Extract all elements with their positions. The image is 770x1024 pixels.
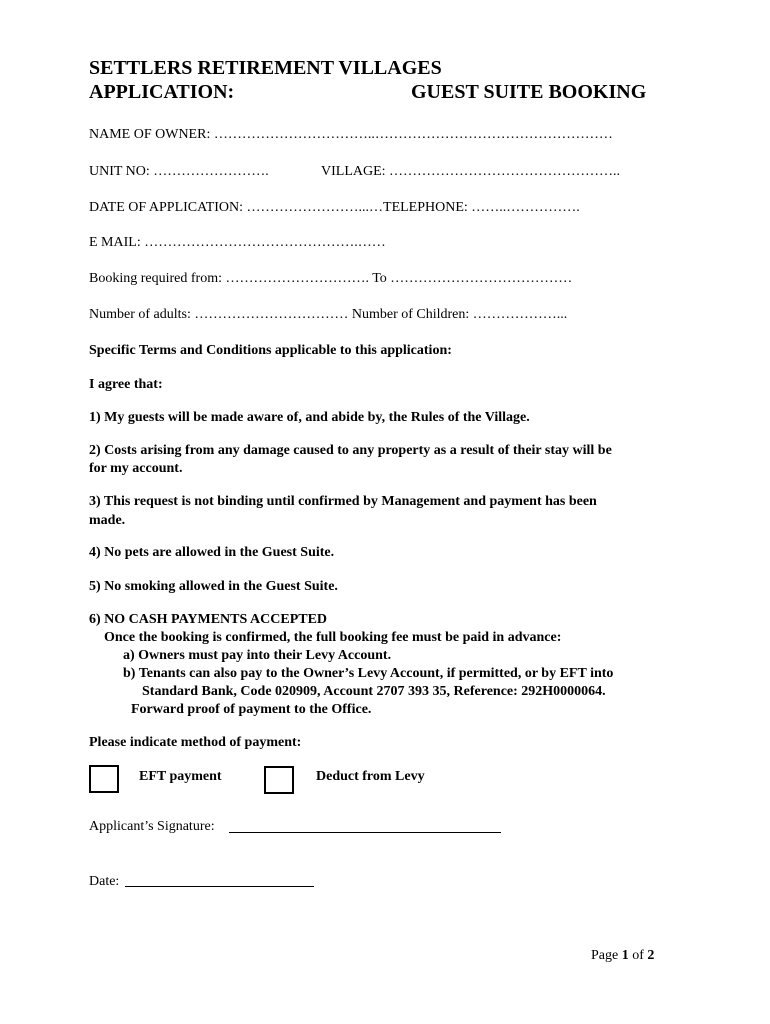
eft-label: EFT payment xyxy=(139,769,222,784)
term-1: 1) My guests will be made aware of, and abide by, the Rules of the Village. xyxy=(89,410,530,425)
title-org: SETTLERS RETIREMENT VILLAGES xyxy=(89,57,442,79)
date-telephone-field[interactable]: DATE OF APPLICATION: ……………………...…TELEPHONE: ……..……………. xyxy=(89,200,580,215)
payment-heading: Please indicate method of payment: xyxy=(89,735,302,750)
term-6a: a) Owners must pay into their Levy Account. xyxy=(123,648,392,663)
term-6b: b) Tenants can also pay to the Owner’s Levy Account, if permitted, or by EFT into xyxy=(123,666,614,681)
village-field[interactable]: VILLAGE: ………………………………………….. xyxy=(321,164,621,179)
owner-field[interactable]: NAME OF OWNER: ……………………………..…………………………………………… xyxy=(89,127,613,142)
terms-heading: Specific Terms and Conditions applicable to this application: xyxy=(89,343,452,358)
levy-checkbox[interactable] xyxy=(264,766,294,794)
term-2-line2: for my account. xyxy=(89,461,183,476)
page-number: Page 1 of 2 xyxy=(591,948,655,963)
term-6-proof: Forward proof of payment to the Office. xyxy=(131,702,372,717)
date-line[interactable] xyxy=(125,886,314,887)
term-4: 4) No pets are allowed in the Guest Suite. xyxy=(89,545,335,560)
term-5: 5) No smoking allowed in the Guest Suite. xyxy=(89,579,338,594)
booking-dates-field[interactable]: Booking required from: …………………………. To ………………………………… xyxy=(89,271,573,286)
term-6: 6) NO CASH PAYMENTS ACCEPTED xyxy=(89,612,328,627)
date-label: Date: xyxy=(89,874,120,889)
term-6-intro: Once the booking is confirmed, the full booking fee must be paid in advance: xyxy=(104,630,562,645)
term-3-line2: made. xyxy=(89,513,126,528)
signature-label: Applicant’s Signature: xyxy=(89,819,215,834)
levy-label: Deduct from Levy xyxy=(316,769,425,784)
term-3-line1: 3) This request is not binding until confirmed by Management and payment has been xyxy=(89,494,597,509)
signature-line[interactable] xyxy=(229,832,501,833)
eft-checkbox[interactable] xyxy=(89,765,119,793)
email-field[interactable]: E MAIL: ……………………………………….…… xyxy=(89,235,386,250)
term-2-line1: 2) Costs arising from any damage caused to any property as a result of their stay will be xyxy=(89,443,612,458)
unit-field[interactable]: UNIT NO: ……………………. xyxy=(89,164,269,179)
term-6b-bank: Standard Bank, Code 020909, Account 2707 393 35, Reference: 292H0000064. xyxy=(142,684,606,699)
guests-count-field[interactable]: Number of adults: …………………………… Number of Children: ………………... xyxy=(89,307,568,322)
title-application: APPLICATION: xyxy=(89,81,235,103)
title-booking: GUEST SUITE BOOKING xyxy=(411,81,647,103)
agree-text: I agree that: xyxy=(89,377,163,392)
